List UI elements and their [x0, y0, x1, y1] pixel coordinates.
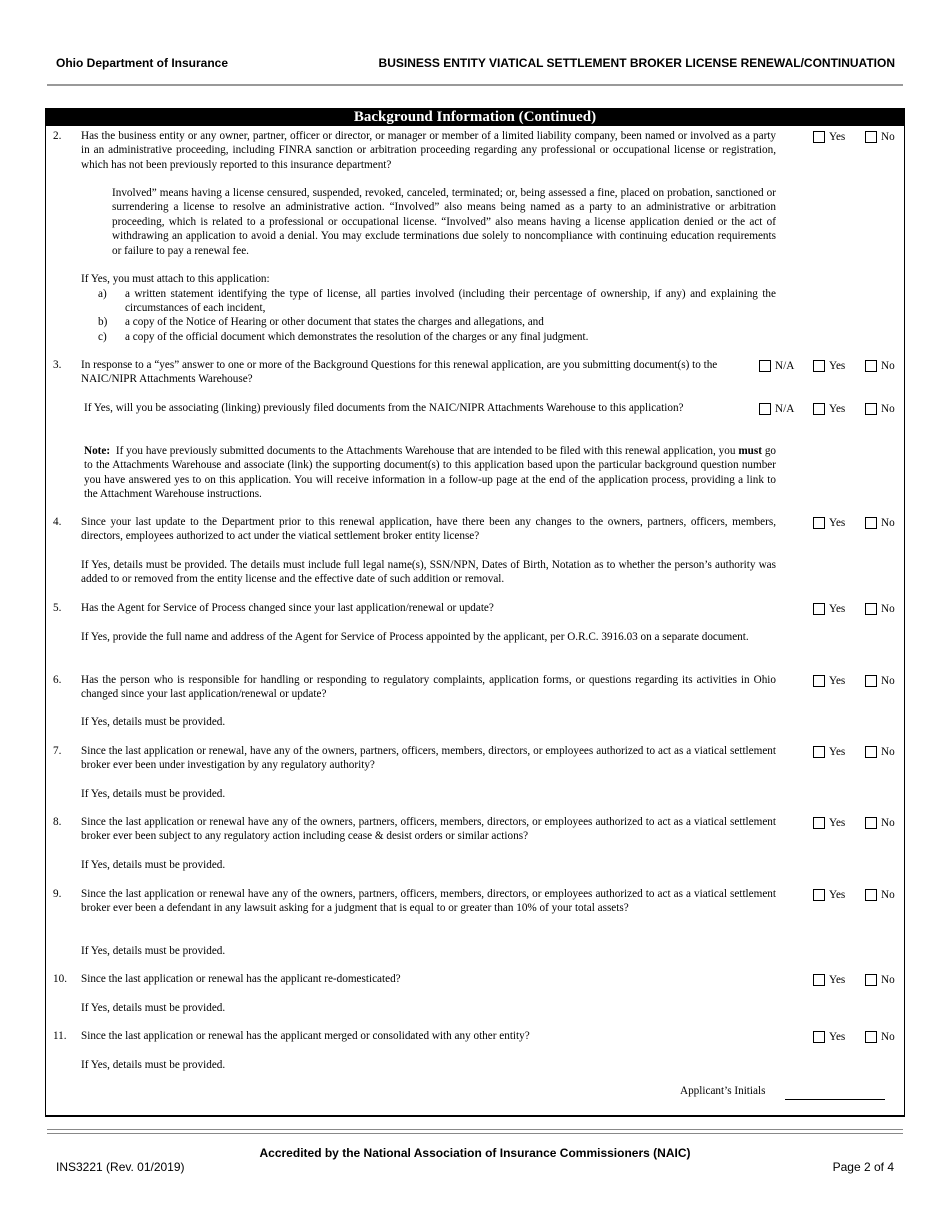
yes-label: Yes — [829, 675, 846, 687]
q3-na-checkbox[interactable] — [759, 360, 794, 372]
q6-number: 6. — [53, 674, 62, 686]
q2-attach-b-text: a copy of the Notice of Hearing or other document that states the charges and allegations, and — [125, 316, 544, 328]
yes-label: Yes — [829, 889, 846, 901]
footer-divider-bottom — [47, 1133, 903, 1134]
q3-sub-text: If Yes, will you be associating (linking) previously filed documents from the NAIC/NIPR Attachments Warehouse to this application? — [84, 402, 684, 414]
no-label: No — [881, 889, 895, 901]
checkbox-square[interactable] — [865, 675, 877, 687]
q10-text: Since the last application or renewal has the applicant re-domesticated? — [81, 973, 401, 985]
yes-label: Yes — [829, 403, 846, 415]
q4-number: 4. — [53, 516, 62, 528]
q7-no-checkbox[interactable] — [865, 746, 895, 758]
na-label: N/A — [775, 360, 795, 372]
q9-text: Since the last application or renewal have any of the owners, partners, officers, members, directors, or employees authorized to act as a viatical settlement broker ever been a defendant in any lawsuit asking for a judgment that is equal to or greater than 10% of your total assets? — [81, 888, 776, 915]
q4-text: Since your last update to the Department prior to this renewal application, have there been any changes to the owners, partners, officers, members, directors, employees authorized to act under the viatical settlement broker entity license? — [81, 516, 776, 543]
checkbox-square[interactable] — [813, 360, 825, 372]
page-number: Page 2 of 4 — [832, 1160, 894, 1174]
q3-number: 3. — [53, 359, 62, 371]
q9-no-checkbox[interactable] — [865, 889, 895, 901]
q2-yes-checkbox[interactable] — [813, 131, 845, 143]
q11-follow: If Yes, details must be provided. — [81, 1059, 226, 1071]
no-label: No — [881, 746, 895, 758]
initials-input-line[interactable] — [785, 1099, 885, 1100]
checkbox-square[interactable] — [865, 817, 877, 829]
note-part2: go to the Attachments Warehouse and associate (link) the supporting document(s) to this application based upon the particular background question number you have answered yes to on this application. You will receive information in a follow-up page at the end of the application process, providing a link to the Attachment Warehouse instructions. — [84, 445, 777, 501]
no-label: No — [881, 817, 895, 829]
q6-follow: If Yes, details must be provided. — [81, 716, 226, 728]
checkbox-square[interactable] — [813, 817, 825, 829]
agency-name: Ohio Department of Insurance — [56, 56, 229, 70]
q11-no-checkbox[interactable] — [865, 1031, 895, 1043]
checkbox-square[interactable] — [865, 603, 877, 615]
header-divider — [47, 84, 903, 86]
q11-yes-checkbox[interactable] — [813, 1031, 845, 1043]
q5-no-checkbox[interactable] — [865, 603, 895, 615]
q5-yes-checkbox[interactable] — [813, 603, 845, 615]
checkbox-square[interactable] — [813, 675, 825, 687]
checkbox-square[interactable] — [759, 403, 771, 415]
q2-attach-c-label: c) — [98, 331, 107, 343]
q2-attach-intro: If Yes, you must attach to this application: — [81, 273, 270, 285]
q4-no-checkbox[interactable] — [865, 517, 895, 529]
note-must: must — [738, 445, 762, 457]
q2-attach-a-text: a written statement identifying the type of license, all parties involved (including their percentage of ownership, if any) and explaining the circumstances of each incident, — [125, 288, 776, 315]
q2-attach-b-label: b) — [98, 316, 108, 328]
checkbox-square[interactable] — [813, 403, 825, 415]
q2-number: 2. — [53, 130, 62, 142]
q9-follow: If Yes, details must be provided. — [81, 945, 226, 957]
q3-sub-yes-checkbox[interactable] — [813, 403, 845, 415]
checkbox-square[interactable] — [865, 1031, 877, 1043]
q10-no-checkbox[interactable] — [865, 974, 895, 986]
checkbox-square[interactable] — [813, 603, 825, 615]
yes-label: Yes — [829, 746, 846, 758]
q10-follow: If Yes, details must be provided. — [81, 1002, 226, 1014]
yes-label: Yes — [829, 1031, 846, 1043]
checkbox-square[interactable] — [813, 517, 825, 529]
q3-note — [84, 444, 776, 502]
q8-yes-checkbox[interactable] — [813, 817, 845, 829]
q6-yes-checkbox[interactable] — [813, 675, 845, 687]
q6-text: Has the person who is responsible for handling or responding to regulatory complaints, application forms, or questions regarding its activities in Ohio changed since your last application/renewal or update? — [81, 674, 776, 701]
na-label: N/A — [775, 403, 795, 415]
q3-no-checkbox[interactable] — [865, 360, 895, 372]
no-label: No — [881, 974, 895, 986]
q7-yes-checkbox[interactable] — [813, 746, 845, 758]
checkbox-square[interactable] — [813, 1031, 825, 1043]
checkbox-square[interactable] — [865, 131, 877, 143]
q11-text: Since the last application or renewal has the applicant merged or consolidated with any other entity? — [81, 1030, 530, 1042]
q11-number: 11. — [53, 1030, 67, 1042]
checkbox-square[interactable] — [813, 131, 825, 143]
checkbox-square[interactable] — [813, 746, 825, 758]
no-label: No — [881, 360, 895, 372]
q8-text: Since the last application or renewal have any of the owners, partners, officers, members, directors, or employees authorized to act as a viatical settlement broker ever been subject to any regulatory action including cease & desist orders or similar actions? — [81, 816, 776, 843]
q2-involved-note: Involved” means having a license censured, suspended, revoked, canceled, terminated; or, being assessed a fine, placed on probation, sanctioned or surrendering a license to resolve an administrative action. “Involved” also means being named as a party to an administrative or arbitration proceeding, which is related to a professional or occupational license. “Involved” also means having a license application denied or the act of withdrawing an application to avoid a denial. You may exclude terminations due solely to noncompliance with continuing education requirements or failure to pay a renewal fee. — [112, 187, 776, 257]
yes-label: Yes — [829, 974, 846, 986]
q5-number: 5. — [53, 602, 62, 614]
q9-number: 9. — [53, 888, 62, 900]
q4-yes-checkbox[interactable] — [813, 517, 845, 529]
q3-text: In response to a “yes” answer to one or more of the Background Questions for this renewal application, are you submitting document(s) to the NAIC/NIPR Attachments Warehouse? — [81, 359, 718, 386]
q2-attach-c-text: a copy of the official document which demonstrates the resolution of the charges or any final judgment. — [125, 331, 589, 343]
q5-follow: If Yes, provide the full name and address of the Agent for Service of Process appointed by the applicant, per O.R.C. 3916.03 on a separate document. — [81, 631, 749, 643]
checkbox-square[interactable] — [865, 360, 877, 372]
checkbox-square[interactable] — [759, 360, 771, 372]
yes-label: Yes — [829, 360, 846, 372]
yes-label: Yes — [829, 131, 846, 143]
q8-follow: If Yes, details must be provided. — [81, 859, 226, 871]
section-title: Background Information (Continued) — [46, 108, 904, 126]
no-label: No — [881, 1031, 895, 1043]
initials-label: Applicant’s Initials — [680, 1085, 766, 1097]
q8-no-checkbox[interactable] — [865, 817, 895, 829]
footer-divider-top — [47, 1129, 903, 1130]
form-number: INS3221 (Rev. 01/2019) — [56, 1160, 185, 1174]
no-label: No — [881, 131, 895, 143]
no-label: No — [881, 517, 895, 529]
q6-no-checkbox[interactable] — [865, 675, 895, 687]
q2-no-checkbox[interactable] — [865, 131, 895, 143]
note-label: Note: — [84, 445, 111, 457]
checkbox-square[interactable] — [865, 746, 877, 758]
q7-number: 7. — [53, 745, 62, 757]
no-label: No — [881, 603, 895, 615]
checkbox-square[interactable] — [813, 974, 825, 986]
q10-yes-checkbox[interactable] — [813, 974, 845, 986]
note-part1: If you have previously submitted documents to the Attachments Warehouse that are intended to be filed with this renewal application, you — [115, 445, 736, 457]
yes-label: Yes — [829, 603, 846, 615]
q7-text: Since the last application or renewal, have any of the owners, partners, officers, members, directors, or employees authorized to act as a viatical settlement broker ever been under investigation by any regulatory authority? — [81, 745, 776, 772]
checkbox-square[interactable] — [865, 889, 877, 901]
form-title: BUSINESS ENTITY VIATICAL SETTLEMENT BROKER LICENSE RENEWAL/CONTINUATION — [378, 56, 895, 70]
q3-sub-na-checkbox[interactable] — [759, 403, 794, 415]
yes-label: Yes — [829, 817, 846, 829]
q3-yes-checkbox[interactable] — [813, 360, 845, 372]
checkbox-square[interactable] — [865, 974, 877, 986]
q3-sub-no-checkbox[interactable] — [865, 403, 895, 415]
no-label: No — [881, 403, 895, 415]
q5-text: Has the Agent for Service of Process changed since your last application/renewal or update? — [81, 602, 494, 614]
q10-number: 10. — [53, 973, 67, 985]
yes-label: Yes — [829, 517, 846, 529]
no-label: No — [881, 675, 895, 687]
checkbox-square[interactable] — [865, 517, 877, 529]
q8-number: 8. — [53, 816, 62, 828]
q9-yes-checkbox[interactable] — [813, 889, 845, 901]
checkbox-square[interactable] — [813, 889, 825, 901]
q2-text: Has the business entity or any owner, partner, officer or director, or manager or member of a limited liability company, been named or involved as a party in an administrative proceeding, including FINRA sanction or arbitration proceeding regarding any professional or occupational license or registration, which has not been previously reported to this insurance department? — [81, 130, 776, 171]
q4-follow: If Yes, details must be provided. The details must include full legal name(s), SSN/NPN, Dates of Birth, Notation as to whether the person’s authority was added to or removed from the entity license and the effective date of such addition or removal. — [81, 559, 776, 586]
q2-attach-a-label: a) — [98, 288, 107, 300]
accreditation-text: Accredited by the National Association of Insurance Commissioners (NAIC) — [259, 1146, 691, 1160]
q7-follow: If Yes, details must be provided. — [81, 788, 226, 800]
checkbox-square[interactable] — [865, 403, 877, 415]
